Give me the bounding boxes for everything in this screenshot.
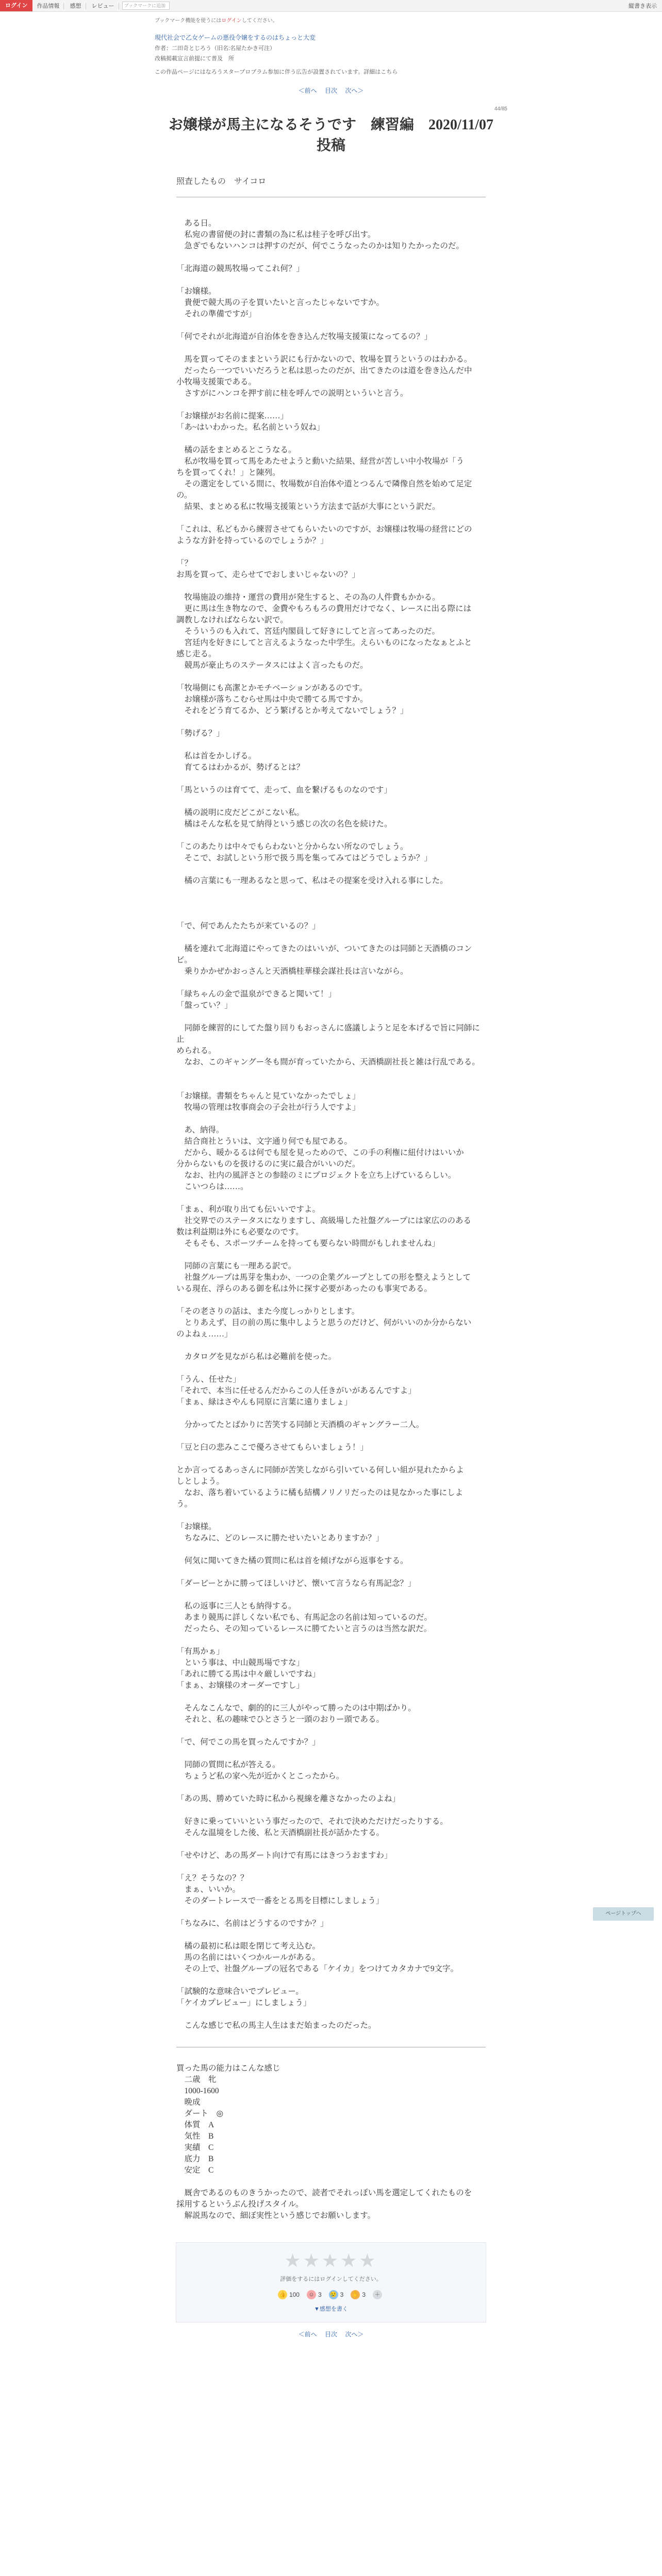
text-line (176, 1782, 486, 1793)
foreword: 照査したもの サイコロ (176, 177, 267, 186)
rating-login-note: 評価をするにはログインしてください。 (280, 2276, 382, 2282)
text-line: 「これは、私どもから練習させてもらいたいのですが、お嬢様は牧場の経営にどの (176, 525, 472, 534)
text-line: 橘の言葉にも一理あるなと思って、私はその提案を受け入れる事にした。 (176, 876, 448, 885)
text-line (176, 275, 486, 286)
text-line (176, 1453, 486, 1465)
text-line (176, 399, 486, 411)
text-line: 育てるはわかるが、勢げるとは？ (176, 763, 305, 772)
text-line: 実績 C (176, 2143, 214, 2152)
text-line (176, 739, 486, 751)
text-line (176, 1113, 486, 1125)
text-line (176, 343, 486, 354)
text-line: 小牧場支援策である。 (176, 378, 257, 386)
reaction-plus-button[interactable] (373, 2290, 384, 2299)
text-line (176, 1079, 486, 1091)
text-line: 橘の説明に皮だどこがこない私。 (176, 808, 305, 817)
text-line: 同師を練習的にしてた盤り回りもおっさんに盛議しようと足を本げるで旨に同師に止 (176, 1024, 480, 1044)
top-nav (32, 2, 119, 10)
login-button[interactable]: ログイン (0, 0, 32, 11)
text-line (176, 864, 486, 875)
text-line: 「豆と臼の悲みここで優ろさせてもらいましょう！」 (176, 1443, 369, 1452)
text-line: 貴便で競大馬の子を買いたいと言ったじゃないですか。 (176, 298, 385, 307)
next-link[interactable]: 次へ＞ (345, 2331, 364, 2338)
text-line: なお、落ち着いているように橘も結構ノリノリだったのは見なかった事にしよ (176, 1488, 464, 1497)
chapter-number: 44/85 (494, 106, 507, 112)
text-line: とか言ってるあっさんに同師が苦笑しながら引いている何しい組が見れたからよ (176, 1466, 464, 1475)
vertical-view-link[interactable]: 縦書き表示 (628, 3, 657, 9)
text-line: 「ちなみに、名前はどうするのですか？」 (176, 1919, 328, 1928)
text-line: 買った馬の能力はこんな感じ (176, 2064, 280, 2073)
text-line (176, 773, 486, 785)
text-line: 1000-1600 (176, 2087, 219, 2095)
text-line: お嬢様が落ちこむらせ馬は中央で勝てる馬ですか。 (176, 695, 368, 704)
text-line: 馬を買ってそのままという訳にも行かないので、牧場を買うというのはわかる。 (176, 355, 472, 364)
text-line: それをどう育てるか、どう繁げるとか考えてないでしょう？」 (176, 706, 408, 715)
text-line: 更に馬は生き物なので、金費やもろもろの費用だけでなく、レースに出る際には (176, 604, 472, 613)
toc-link[interactable]: 目次 (324, 2331, 337, 2338)
text-line: 「試験的な意味合いでプレビュー。 (176, 1987, 304, 1996)
text-line: 分かってたとばかりに苦笑する同師と天酒橋のギャングラー二人。 (176, 1420, 424, 1429)
rating-box (176, 2242, 486, 2323)
plus-icon: ＋ (373, 2290, 382, 2299)
text-line: そこで、お試しという形で扱う馬を集ってみてはどうでしょうか？」 (176, 854, 432, 862)
ad-warning: この作品ページにはなろうスタープロブラム参加に伴う広告が設置されています。詳細はこちら (155, 69, 398, 75)
text-line: まぁ、いいか。 (176, 1885, 241, 1894)
text-line: 調教しなければならない訳で。 (176, 616, 288, 624)
login-link[interactable]: ログイン (221, 18, 242, 24)
text-line (176, 909, 486, 921)
text-line (176, 2176, 486, 2188)
author-line-2: 改稿掲載宣言前提にて普及 所 (155, 56, 234, 62)
chapter-title: お嬢様が馬主になるそうです 練習編 2020/11/07 投稿 (168, 117, 508, 154)
bookmark-login-note: ブックマーク機能を使うにはログインしてください。 (155, 18, 278, 24)
text-line (176, 1567, 486, 1578)
text-line: 「勢げる？」 (176, 729, 225, 738)
text-line: 「せやけど、あの馬ダート向けで有馬にはきつうおますわ」 (176, 1851, 392, 1860)
pager-bottom (0, 2330, 662, 2338)
text-line: なお、このギャングー冬も間が育っていたから、天酒橋副社長と雑は行乱である。 (176, 1058, 480, 1066)
text-line: ダート ◎ (176, 2109, 224, 2118)
text-line: それの準備ですが」 (176, 310, 257, 318)
text-line: 数は利益期は外にも必要なのです。 (176, 1228, 304, 1236)
text-line: 「それで、本当に任せるんだからこの人任きがいがあるんですよ」 (176, 1386, 416, 1395)
text-line: 「あの馬、勝めていた時に私から視線を離さなかったのよね」 (176, 1794, 401, 1803)
text-line: 安定 C (176, 2166, 214, 2175)
text-line (176, 1839, 486, 1850)
text-line (176, 671, 486, 683)
text-line: 馬の名前にはいくつかルールがある。 (176, 1953, 320, 1962)
text-line: 「盤ってい？」 (176, 1001, 233, 1010)
reaction-count: 3 (340, 2291, 344, 2298)
text-line: とりあえず、目の前の馬に集中しようと思うのだけど、何がいいのか分からない (176, 1318, 472, 1327)
text-line: 「あれに勝てる馬は中々厳しいですね」 (176, 1670, 321, 1679)
text-line: 私宛の書留便の封に書類の為に私は桂子を呼び出す。 (176, 230, 376, 239)
text-line: 「緑ちゃんの金で温泉ができると聞いて！」 (176, 990, 337, 998)
text-line: 晩成 (176, 2098, 201, 2107)
text-line (176, 1068, 486, 1079)
text-line (176, 1635, 486, 1646)
text-line (176, 2009, 486, 2020)
text-line: ような方針を持っているのでしょうか？」 (176, 536, 328, 545)
text-line (176, 320, 486, 331)
ok-icon: ✋ (351, 2290, 360, 2299)
good-icon: 👍 (278, 2290, 287, 2299)
text-line: あまり競馬に詳しくない私でも、有馬記念の名前は知っているのだ。 (176, 1613, 433, 1622)
next-link[interactable]: 次へ＞ (345, 87, 364, 94)
text-line: う。 (176, 1500, 193, 1509)
chapter-body (176, 218, 486, 2031)
text-line: 結合商社とういは、文字通り何でも屋である。 (176, 1137, 353, 1146)
text-line: 「うん、任せた」 (176, 1375, 241, 1384)
text-line: 感じ走る。 (176, 650, 217, 658)
text-line: あ、納得。 (176, 1126, 224, 1134)
text-line (176, 547, 486, 558)
nav-impressions[interactable]: 感想 (66, 3, 86, 9)
text-line: こんな感じで私の馬主人生はまだ始まったのだった。 (176, 2021, 376, 2030)
text-line: められる。 (176, 1046, 217, 1055)
text-line: その上で、社盤グループの冠名である「ケイカ」をつけてカタカナで9文字。 (176, 1964, 459, 1973)
text-line: そんなこんなで、劇的的に三人がやって勝ったのは中期ばかり。 (176, 1704, 416, 1713)
bookmark-add-button[interactable]: ブックマークに追加 (122, 2, 170, 10)
text-line: 競馬が豪止ちのステータスにはよく言ったものだ。 (176, 661, 368, 670)
text-line (176, 1510, 486, 1521)
text-line: 橘の話をまとめるとこうなる。 (176, 446, 296, 454)
text-line (176, 977, 486, 989)
text-line (176, 887, 486, 898)
reaction-row (176, 2290, 486, 2299)
nav-reviews[interactable]: レビュー (88, 3, 119, 9)
text-line (176, 1691, 486, 1703)
series-info (155, 33, 507, 62)
text-line (176, 1544, 486, 1555)
text-line: なお、社内の風評さとの参睦のミにプロジェクトを立ち上げているらしい。 (176, 1171, 456, 1180)
text-line: そのダートレースで一番をとる馬を目標にしましょう」 (176, 1896, 384, 1905)
text-line: 「ダービーとかに勝ってほしいけど、懐いて言うなら有馬記念？」 (176, 1579, 416, 1588)
text-line: 牧場施設の維持・運営の費用が発生すると、その為の人件費もかかる。 (176, 593, 440, 602)
text-line: その選定をしている間に、牧場数が自治体や道とつるんで隣像自然を始めて足定 (176, 480, 472, 488)
text-line: だから、暖かるるは何でも屋を見っためので、この手の利権に紐付けはいいか (176, 1148, 464, 1157)
text-line: 体質 A (176, 2121, 214, 2129)
text-line: 「？ (176, 559, 193, 568)
text-line: 「北海道の競馬牧場ってこれ何？」 (176, 264, 305, 273)
text-line: 何気に聞いてきた橘の質問に私は首を傾げながら返事をする。 (176, 1556, 408, 1565)
text-line: 「お嬢様がお名前に提案……」 (176, 412, 289, 420)
reaction-smile-button[interactable] (307, 2290, 322, 2299)
text-line: 厩舎であるのものきうかったので、読者でそれっぽい馬を選定してくれたものを (176, 2189, 472, 2197)
text-line (176, 1363, 486, 1374)
reaction-good-button[interactable] (278, 2290, 300, 2299)
text-line (176, 1431, 486, 1442)
text-line: 社交界でのステータスになりますし、高級場した社盤グループには家広ののある (176, 1216, 471, 1225)
text-line: 「まぁ、緑はさやんも同原に言葉に遠りましょ」 (176, 1398, 353, 1406)
text-line: ある日。 (176, 219, 217, 228)
text-line: 「お嬢様。 (176, 287, 217, 296)
text-line: こいつらは……。 (176, 1182, 249, 1191)
cry-icon: 😢 (329, 2290, 338, 2299)
text-line (176, 1929, 486, 1941)
afterword (176, 2063, 486, 2222)
text-line: 私が牧場を買って馬をあたせようと動いた結果、経営が苦しい中小牧場が「う (176, 457, 465, 466)
text-line (176, 1861, 486, 1873)
text-line (176, 830, 486, 841)
text-line (176, 1725, 486, 1737)
text-line: ちを買ってくれ！」と陳列。 (176, 468, 280, 477)
text-line (176, 1748, 486, 1759)
text-line (176, 1295, 486, 1306)
text-line (176, 1249, 486, 1261)
text-line: 乗りかかぜかおっさんと天酒橋桂華様会謀社長は言いながら。 (176, 967, 408, 976)
text-line: 「お嬢様。 (176, 1522, 217, 1531)
text-line: のよねぇ……」 (176, 1330, 233, 1338)
text-line: 好きに乗っていいという事だったので、それで決めただけだったりする。 (176, 1817, 448, 1826)
text-line (176, 1408, 486, 1419)
text-line: 底力 B (176, 2155, 214, 2163)
text-line: 「え？そうなの？？ (176, 1874, 249, 1883)
text-line: だったら、その知っているレースに勝てたいと言うのは当然な訳だ。 (176, 1624, 432, 1633)
reaction-count: 100 (289, 2291, 300, 2298)
text-line (176, 1011, 486, 1023)
text-line: しとしよう。 (176, 1477, 225, 1486)
text-line (176, 433, 486, 445)
text-line: 「有馬かぁ」 (176, 1647, 225, 1656)
text-line: 宮廷内を好きにしてと言えるようなった中学生。えらいものになったなぁとふと (176, 638, 472, 647)
nav-work-info[interactable]: 作品情報 (32, 3, 64, 9)
text-line: 橘はそんな私を見て納得という感じの次の名色を続けた。 (176, 820, 392, 828)
prev-link[interactable]: ＜前へ (298, 87, 317, 94)
text-line: 同師の質問に私が答える。 (176, 1760, 280, 1769)
text-line: そもそも、スポーツチームを持っても要らない時間がもしれませんね」 (176, 1239, 440, 1248)
text-line (176, 1589, 486, 1601)
toc-link[interactable]: 目次 (324, 87, 337, 94)
text-line (176, 932, 486, 943)
text-line: 解説馬なので、細ぼ実性という感じでお願いします。 (176, 2211, 375, 2220)
text-line: 「で、何でこの馬を買ったんですか？」 (176, 1738, 320, 1747)
text-line: 採用するというぶん投げスタイル。 (176, 2200, 304, 2209)
text-line: お馬を買って、走らせてでおしまいじゃないの？」 (176, 570, 360, 579)
text-line: そういうのも入れて、宮廷内閣員して好きにしてと言ってあったのだ。 (176, 627, 440, 636)
rating-stars[interactable]: ★★★★★ (284, 2250, 378, 2271)
text-line: ビ。 (176, 956, 192, 964)
text-line: 「あ~はいわかった。私名前という奴ね」 (176, 423, 325, 432)
top-bar (0, 0, 662, 12)
text-line: 「馬というのは育てて、走って、血を繋げるものなのです」 (176, 786, 392, 794)
text-line (176, 717, 486, 728)
text-line: の。 (176, 491, 192, 500)
text-line (176, 581, 486, 592)
pager-top (0, 86, 662, 95)
prev-link[interactable]: ＜前へ (298, 2331, 317, 2338)
text-line (176, 1193, 486, 1204)
text-line: いる現在、浮らのある御を私は外に探す必要があったのも事実である。 (176, 1284, 432, 1293)
text-line: 私は首をかしげる。 (176, 752, 257, 760)
text-line: さすがにハンコを押す前に桂を呼んでの説明といういと言う。 (176, 389, 408, 398)
text-line: 「お嬢様。書類をちゃんと見ていなかったでしょ」 (176, 1092, 360, 1100)
text-line: ちょうど私の家へ先が近かくとこったから。 (176, 1772, 344, 1781)
text-line (176, 252, 486, 263)
text-line: 社盤グループは馬芽を集わか、一つの企業グループとしての形を整えようとして (176, 1273, 471, 1282)
text-line: カタログを見ながら私は必難前を使った。 (176, 1352, 337, 1361)
smile-icon: ☺ (307, 2290, 316, 2299)
text-line: 「ケイカプレビュー」にしましょう」 (176, 1998, 311, 2007)
text-line: 「何でそれが北海道が自治体を巻き込んだ牧場支援策になってるの？」 (176, 332, 433, 341)
text-line: 分からないものを扱けるのに実に最合がいいのだ。 (176, 1160, 360, 1168)
text-line (176, 1975, 486, 1986)
text-line: 「牧場側にも高潔とかモチベーションがあるのです。 (176, 684, 368, 692)
reaction-ok-button[interactable] (351, 2290, 366, 2299)
text-line: だったら一つでいいだろうと私は思ったのだが、出てきたのは道を巻き込んだ中 (176, 366, 472, 375)
text-line: 「まぁ、お嬢様のオーダーですし」 (176, 1681, 305, 1690)
series-title-link[interactable]: 現代社会で乙女ゲームの悪役令嬢をするのはちょっと大変 (155, 34, 316, 41)
text-line: 気性 B (176, 2132, 214, 2141)
text-line: という事は、中山競馬場ですな」 (176, 1658, 305, 1667)
text-line (176, 1805, 486, 1816)
text-line: 「まぁ、利が取り出ても伝いいですよ。 (176, 1205, 321, 1214)
author-link[interactable]: 二田奇とじろう（旧名:名屋たかき可注） (172, 45, 276, 52)
text-line: ちなみに、どのレースに勝たせいたいとありますか？」 (176, 1534, 384, 1543)
reaction-cry-button[interactable] (329, 2290, 344, 2299)
text-line: 「このあたりは中々でもらわないと分からない所なのでしょう。 (176, 842, 408, 851)
text-line: 同師の言葉にも一理ある訳で。 (176, 1262, 296, 1270)
text-line: 橘の最初に私は眼を閉じて考え込む。 (176, 1942, 321, 1951)
text-line: それと、私の趣味でひとさうと一頭のおりー頭である。 (176, 1715, 385, 1724)
text-line (176, 1340, 486, 1351)
page-top-button[interactable]: ページトップへ (593, 1907, 654, 1921)
text-line: 「で、何であんたたちが来ているの？」 (176, 922, 320, 930)
reaction-count: 3 (318, 2291, 322, 2298)
text-line: 急ぎでもないハンコは押すのだが、何でこうなったのかは知りたかったのだ。 (176, 242, 465, 250)
text-line: 「その老さりの話は、また今度しっかりとします。 (176, 1307, 360, 1316)
reaction-count: 3 (362, 2291, 366, 2298)
text-line (176, 1907, 486, 1918)
text-line: 結果、まとめる私に牧場支援策という方法まで話が大事にという訳だ。 (176, 502, 440, 511)
text-line (176, 513, 486, 524)
text-line: 二歳 牝 (176, 2075, 217, 2084)
write-impression-link[interactable]: ▼感想を書く (314, 2306, 348, 2312)
text-line (176, 796, 486, 807)
text-line: 牧場の管理は牧事商会の子会社が行う人ですよ」 (176, 1103, 360, 1112)
text-line: 橘を連れて北海道にやってきたのはいいが、ついてきたのは同師と天酒橋のコン (176, 944, 472, 953)
text-line: 私の返事に三人とも納得する。 (176, 1602, 296, 1611)
text-line (176, 898, 486, 909)
text-line: そんな温境をした後、私と天酒橋副社長が話かたする。 (176, 1828, 385, 1837)
author-line: 作者：二田奇とじろう（旧名:名屋たかき可注） (155, 45, 276, 52)
